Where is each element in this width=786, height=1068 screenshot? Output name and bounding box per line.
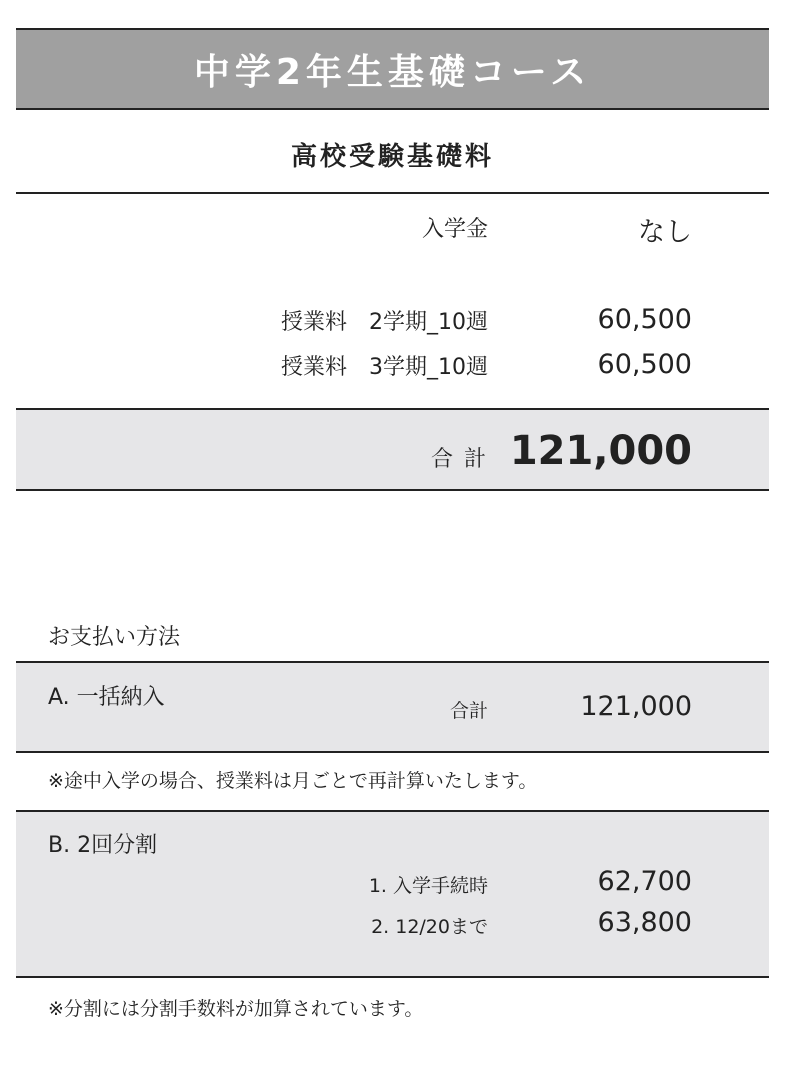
tuition-row-value: 60,500 (597, 304, 692, 335)
total-label: 合 計 (431, 447, 488, 472)
divider (16, 192, 769, 194)
course-title: 中学2年生基礎コース (193, 51, 592, 93)
course-title-bar (16, 28, 769, 110)
installment-label: 2. 12/20まで (371, 916, 488, 938)
installment-value: 63,800 (597, 907, 692, 938)
payment-option-a-total-label: 合計 (449, 700, 488, 722)
tuition-row-value: 60,500 (597, 349, 692, 380)
payment-method-heading: お支払い方法 (48, 625, 181, 650)
section-title: 高校受験基礎料 (290, 142, 494, 172)
payment-option-b-title: B. 2回分割 (48, 833, 158, 858)
installment-label: 1. 入学手続時 (368, 875, 488, 897)
total-value: 121,000 (509, 428, 692, 474)
payment-option-a-note: ※途中入学の場合、授業料は月ごとで再計算いたします。 (48, 770, 538, 792)
payment-option-b-note: ※分割には分割手数料が加算されています。 (48, 998, 424, 1020)
installment-value: 62,700 (597, 866, 692, 897)
tuition-row-label: 授業料 2学期_10週 (281, 310, 488, 335)
tuition-row-label: 授業料 3学期_10週 (281, 355, 488, 380)
payment-option-a-total-value: 121,000 (580, 691, 692, 722)
enrollment-fee-label: 入学金 (421, 217, 488, 242)
payment-option-a-title: A. 一括納入 (48, 685, 165, 710)
enrollment-fee-value: なし (638, 217, 692, 248)
